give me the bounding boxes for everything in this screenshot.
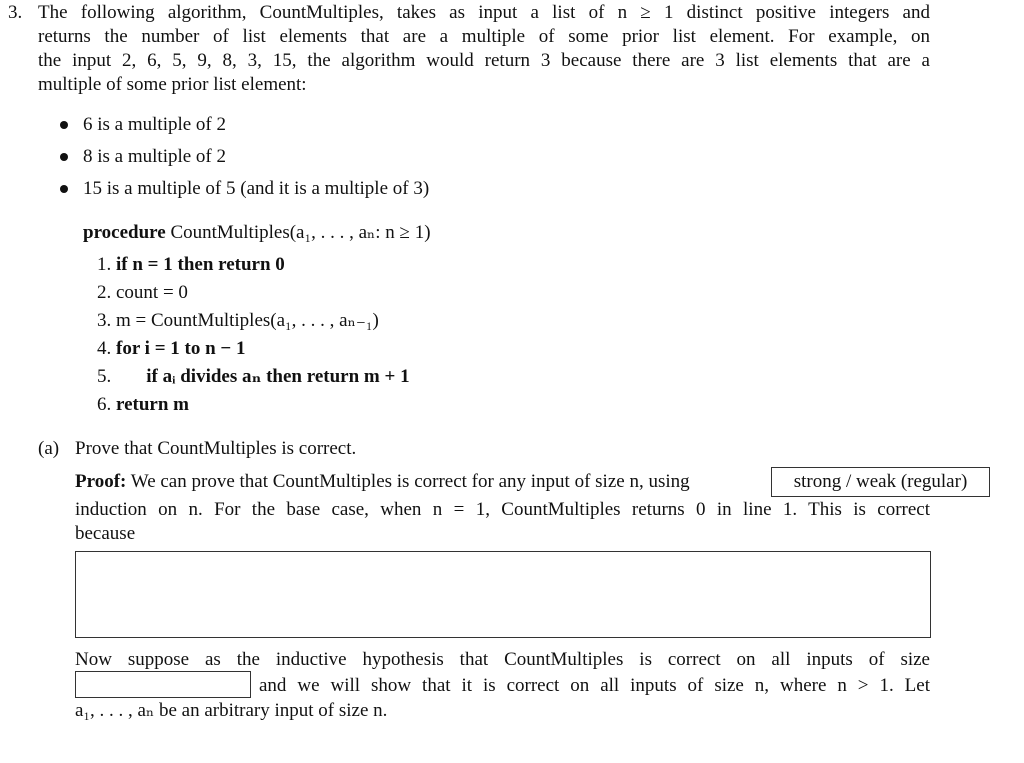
procedure-line: 1. if n = 1 then return 0 (97, 254, 285, 275)
bullet-item: 8 is a multiple of 2 (83, 146, 227, 167)
procedure-line: 3. m = CountMultiples(a₁, . . . , aₙ₋₁) (97, 310, 379, 331)
bullet-icon (60, 153, 68, 161)
part-a-prompt: Prove that CountMultiples is correct. (75, 438, 357, 459)
base-case-answer-box[interactable] (75, 551, 931, 638)
procedure-header (83, 221, 431, 245)
procedure-keyword: procedure (83, 222, 166, 243)
hypothesis-size-answer-box[interactable] (75, 671, 251, 698)
intro-line-1: The following algorithm, CountMultiples, takes as input a list of n ≥ 1 distinct positive integers and (38, 2, 930, 23)
procedure-line: 5. if aᵢ divides aₙ then return m + 1 (97, 366, 410, 387)
proof-line-2: induction on n. For the base case, when n = 1, CountMultiples returns 0 in line 1. This is correct (75, 499, 930, 520)
intro-line-2: returns the number of list elements that are a multiple of some prior list element. For example, on (38, 26, 930, 47)
bullet-icon (60, 121, 68, 129)
hypothesis-line-2: and we will show that it is correct on all inputs of size n, where n > 1. Let (259, 675, 930, 696)
intro-line-3: the input 2, 6, 5, 9, 8, 3, 15, the algorithm would return 3 because there are 3 list elements that are a (38, 50, 930, 71)
induction-choice-box[interactable]: strong / weak (regular) (771, 467, 990, 497)
proof-line-3: because (75, 523, 136, 544)
hypothesis-line-3: a₁, . . . , aₙ be an arbitrary input of size n. (75, 700, 388, 721)
procedure-signature: CountMultiples(a₁, . . . , aₙ: n ≥ 1) (170, 222, 431, 243)
intro-line-4: multiple of some prior list element: (38, 74, 307, 95)
problem-number: 3. (8, 2, 23, 23)
proof-line-1: Proof: We can prove that CountMultiples is correct for any input of size n, using (75, 471, 690, 492)
proof-label: Proof: (75, 471, 127, 492)
bullet-item: 15 is a multiple of 5 (and it is a multiple of 3) (83, 178, 430, 199)
procedure-line: 6. return m (97, 394, 189, 415)
bullet-icon (60, 185, 68, 193)
hypothesis-line-1: Now suppose as the inductive hypothesis that CountMultiples is correct on all inputs of size (75, 649, 930, 670)
bullet-item: 6 is a multiple of 2 (83, 114, 227, 135)
procedure-line: 2. count = 0 (97, 282, 188, 303)
procedure-line: 4. for i = 1 to n − 1 (97, 338, 246, 359)
part-a-label: (a) (38, 438, 60, 459)
